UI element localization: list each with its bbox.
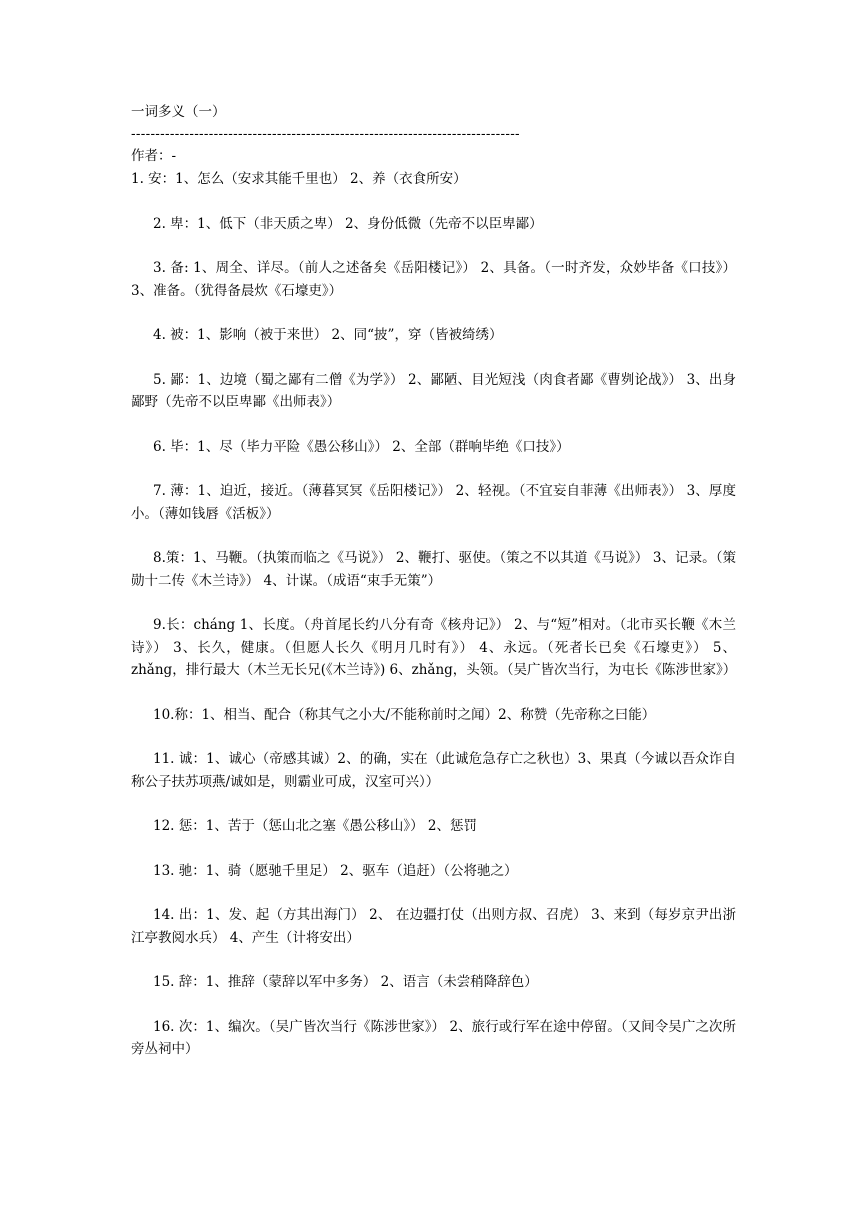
entry-10: 10.称：1、相当、配合（称其气之小大/不能称前时之闻）2、称赞（先帝称之曰能）: [153, 706, 656, 723]
entry-12: 12. 惩：1、苦于（惩山北之塞《愚公移山》） 2、惩罚: [153, 818, 477, 834]
entry-5: 5. 鄙：1、边境（蜀之鄙有二僧《为学》） 2、鄙陋、目光短浅（肉食者鄙《曹刿论战》） 3、出身鄙野（先帝不以臣卑鄙《出师表》）: [131, 371, 736, 410]
author-line: 作者：-: [131, 148, 177, 164]
entry-1: 1. 安：1、怎么（安求其能千里也） 2、养（衣食所安）: [131, 171, 467, 187]
entry-6: 6. 毕：1、尽（毕力平险《愚公移山》） 2、全部（群响毕绝《口技》）: [153, 438, 570, 455]
entry-3: 3. 备: 1、周全、详尽。（前人之述备矣《岳阳楼记》） 2、具备。（一时齐发，众妙毕备《口技》） 3、准备。（犹得备晨炊《石壕吏》）: [131, 260, 736, 299]
entry-11: 11. 诚：1、诚心（帝感其诚）2、的确，实在（此诚危急存亡之秋也）3、果真（今诚以吾众诈自称公子扶苏项燕/诚如是，则霸业可成，汉室可兴））: [131, 751, 736, 790]
entry-13: 13. 驰：1、骑（愿驰千里足） 2、驱车（追赶）（公将驰之）: [153, 862, 518, 879]
document-title: 一词多义（一）: [131, 104, 226, 120]
entry-2: 2. 卑：1、低下（非天质之卑） 2、身份低微（先帝不以臣卑鄙）: [153, 215, 543, 232]
entry-9: 9.长：cháng 1、长度。（舟首尾长约八分有奇《核舟记》） 2、与“短”相对。（北市买长鞭《木兰诗》） 3、长久，健康。（但愿人长久《明月几时有》） 4、永远。（死者长已矣《石壕吏》） 5、zhǎng，排行最大（木兰无长兄(《木兰诗》) 6、zhǎng，头领。（吴广皆次当行，为屯长《陈涉世家》）: [131, 617, 737, 678]
entry-8: 8.策：1、马鞭。（执策而临之《马说》） 2、鞭打、驱使。（策之不以其道《马说》） 3、记录。（策勋十二传《木兰诗》） 4、计谋。（成语“束手无策”）: [131, 550, 736, 589]
document-page: [131, 100, 736, 1083]
entry-7: 7. 薄：1、迫近，接近。（薄暮冥冥《岳阳楼记》） 2、轻视。（不宜妄自菲薄《出师表》） 3、厚度小。（薄如钱唇《活板》）: [131, 483, 736, 522]
separator-line: --------------------------------------------------------------------------------: [131, 126, 520, 142]
entry-16: 16. 次：1、编次。（吴广皆次当行《陈涉世家》） 2、旅行或行军在途中停留。（又间令吴广之次所旁丛祠中）: [131, 1018, 736, 1057]
entry-4: 4. 被：1、影响（被于来世） 2、同“披”，穿（皆被绮绣）: [153, 327, 503, 343]
entry-15: 15. 辞：1、推辞（蒙辞以军中多务） 2、语言（未尝稍降辞色）: [153, 974, 538, 990]
entry-14: 14. 出：1、发、起（方其出海门） 2、 在边疆打仗（出则方叔、召虎） 3、来到（每岁京尹出浙江亭教阅水兵） 4、产生（计将安出）: [131, 907, 736, 946]
